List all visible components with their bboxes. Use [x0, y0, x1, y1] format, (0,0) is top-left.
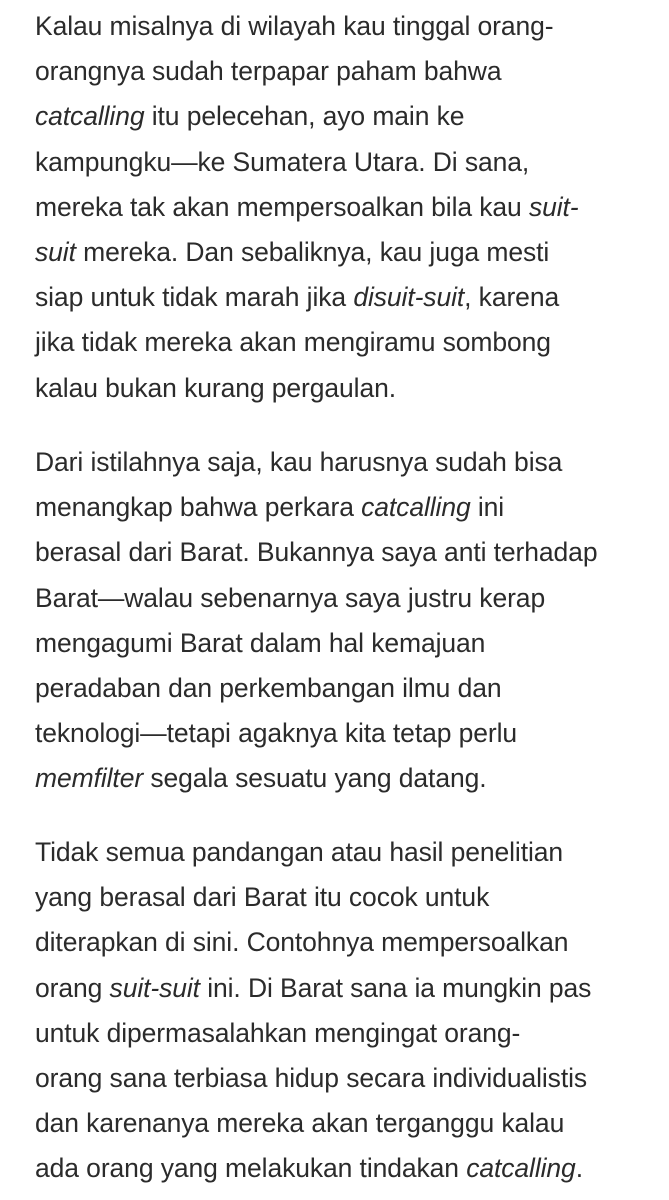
text-run: berasal dari Barat. Bukannya saya anti terhadap: [35, 537, 598, 568]
text-run: kampungku—ke Sumatera Utara. Di sana,: [35, 146, 530, 177]
text-run: Barat—walau sebenarnya saya justru kerap: [35, 582, 546, 613]
text-run: mereka tak akan mempersoalkan bila kau: [35, 191, 529, 222]
text-run: ini: [470, 492, 505, 523]
text-line: [35, 875, 650, 920]
text-run: orang: [35, 972, 110, 1003]
italic-text: memfilter: [35, 763, 144, 794]
text-line: [35, 666, 650, 711]
text-run: mereka. Dan sebaliknya, kau juga mesti: [75, 236, 550, 267]
text-line: [35, 185, 650, 230]
italic-text: catcalling: [35, 101, 145, 132]
text-run: dan karenanya mereka akan terganggu kalau: [35, 1108, 565, 1139]
text-run: Tidak semua pandangan atau hasil penelitian: [35, 837, 564, 867]
text-run: .: [575, 1153, 583, 1184]
text-run: Kalau misalnya di wilayah kau tinggal orang-: [35, 11, 554, 41]
text-line: [35, 1146, 650, 1191]
text-run: orang sana terbiasa hidup secara individualistis: [35, 1062, 588, 1093]
text-line: [35, 1056, 650, 1101]
text-run: mengagumi Barat dalam hal kemajuan: [35, 627, 486, 658]
text-line: [35, 366, 650, 411]
text-line: [35, 621, 650, 666]
text-line: [35, 830, 650, 875]
text-run: yang berasal dari Barat itu cocok untuk: [35, 882, 490, 913]
italic-text: catcalling: [361, 492, 471, 523]
text-line: [35, 230, 650, 275]
paragraph-2: [35, 440, 650, 802]
text-line: [35, 920, 650, 965]
text-line: [35, 49, 650, 94]
text-line: [35, 966, 650, 1011]
text-run: orangnya sudah terpapar paham bahwa: [35, 56, 502, 87]
italic-text: disuit-suit: [353, 282, 465, 313]
italic-text: suit-suit: [109, 972, 200, 1003]
text-line: [35, 1011, 650, 1056]
text-line: [35, 1101, 650, 1146]
text-line: [35, 140, 650, 185]
text-line: [35, 711, 650, 756]
text-run: ada orang yang melakukan tindakan: [35, 1153, 467, 1184]
text-run: jika tidak mereka akan mengiramu sombong: [35, 327, 551, 358]
paragraph-3: [35, 830, 650, 1192]
text-line: [35, 576, 650, 621]
text-run: peradaban dan perkembangan ilmu dan: [35, 672, 502, 703]
paragraph-1: [35, 4, 650, 411]
text-run: untuk dipermasalahkan mengingat orang-: [35, 1017, 521, 1048]
text-run: menangkap bahwa perkara: [35, 492, 362, 523]
text-line: [35, 440, 650, 485]
text-line: [35, 94, 650, 139]
italic-text: catcalling: [466, 1153, 576, 1184]
text-line: [35, 530, 650, 575]
text-line: [35, 275, 650, 320]
text-run: ini. Di Barat sana ia mungkin pas: [199, 972, 592, 1003]
italic-text: suit-: [528, 191, 579, 222]
italic-text: suit: [35, 236, 76, 267]
text-run: teknologi—tetapi agaknya kita tetap perlu: [35, 718, 518, 749]
text-line: [35, 4, 650, 49]
text-run: Dari istilahnya saja, kau harusnya sudah bisa: [35, 447, 563, 477]
text-line: [35, 485, 650, 530]
text-line: [35, 756, 650, 801]
text-run: , karena: [464, 282, 560, 313]
text-run: diterapkan di sini. Contohnya mempersoalkan: [35, 927, 569, 958]
text-run: siap untuk tidak marah jika: [35, 282, 354, 313]
text-run: kalau bukan kurang pergaulan.: [35, 372, 397, 403]
text-line: [35, 320, 650, 365]
text-run: itu pelecehan, ayo main ke: [144, 101, 465, 132]
text-run: segala sesuatu yang datang.: [143, 763, 487, 794]
